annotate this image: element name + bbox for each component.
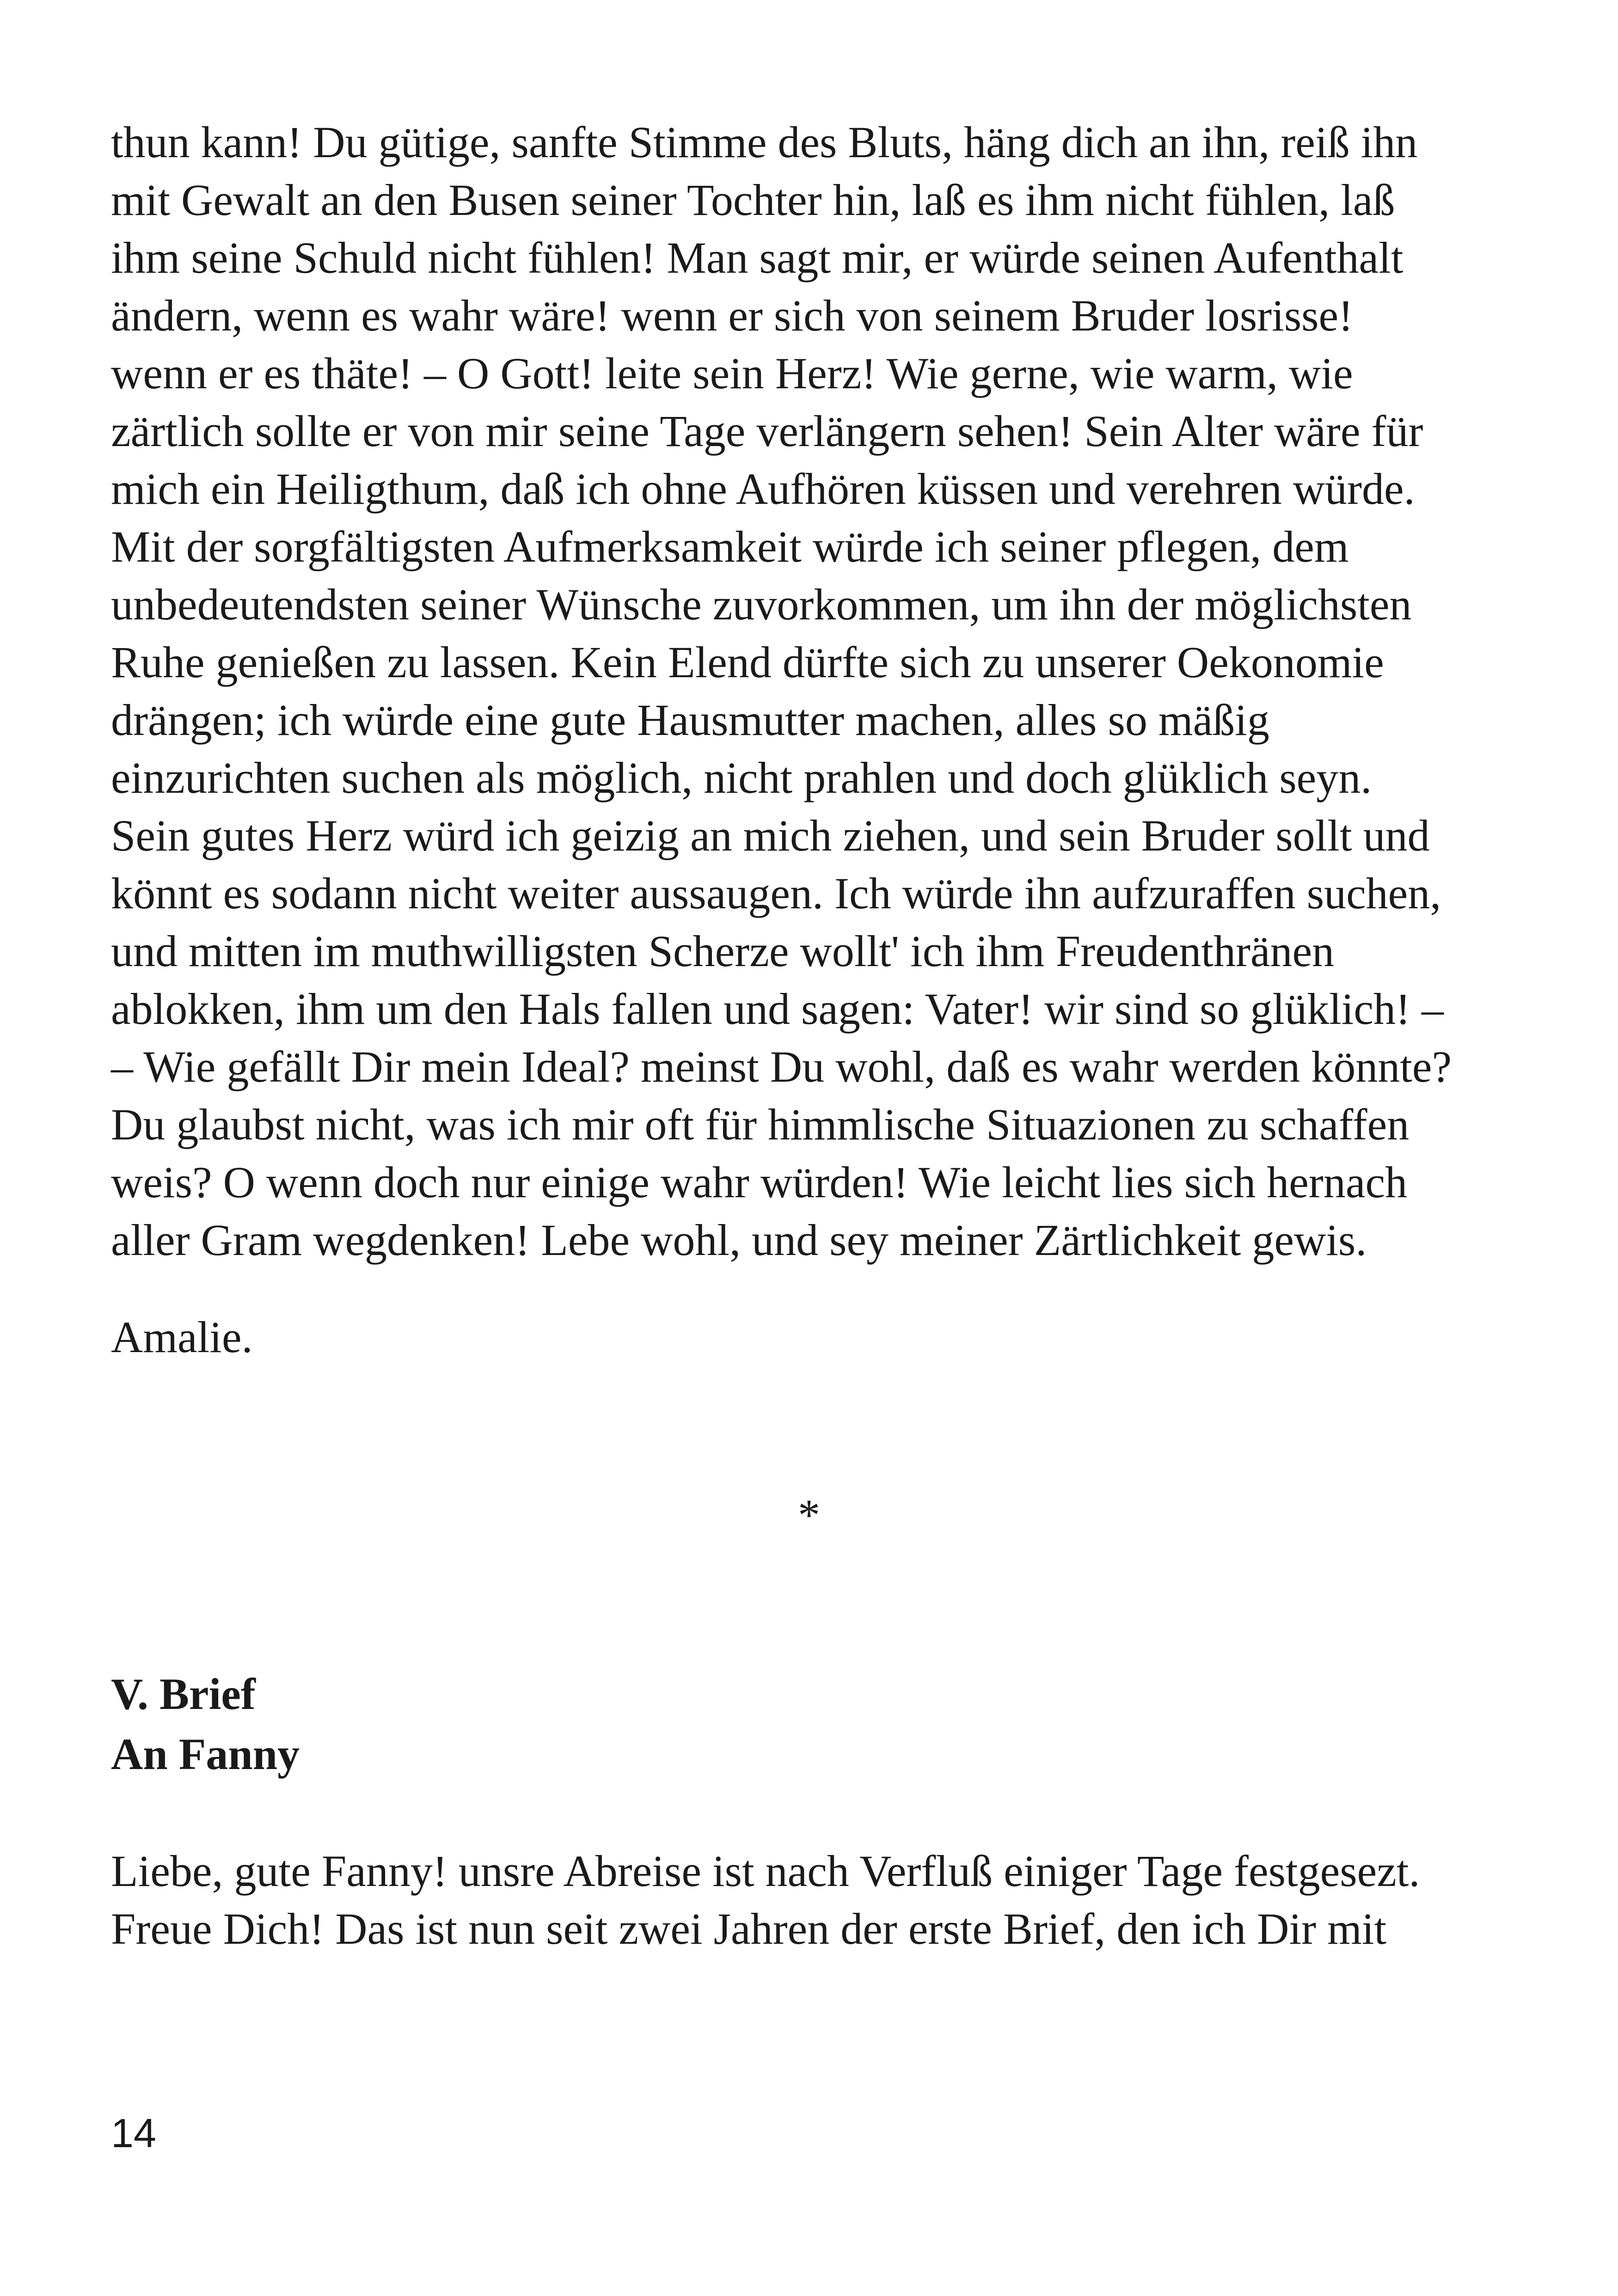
body-line: mit Gewalt an den Busen seiner Tochter hin, laß es ihm nicht fühlen, laß bbox=[111, 175, 1395, 225]
body-line: Sein gutes Herz würd ich geizig an mich ziehen, und sein Bruder sollt und bbox=[111, 811, 1430, 860]
body-line: ihm seine Schuld nicht fühlen! Man sagt mir, er würde seinen Aufenthalt bbox=[111, 233, 1403, 282]
section-separator-asterisk: * bbox=[798, 1490, 820, 1540]
body-line: Mit der sorgfältigsten Aufmerksamkeit würde ich seiner pflegen, dem bbox=[111, 522, 1349, 571]
letter-addressee: An Fanny bbox=[111, 1729, 300, 1779]
letter-number-title: V. Brief bbox=[111, 1669, 256, 1719]
body-line: wenn er es thäte! – O Gott! leite sein Herz! Wie gerne, wie warm, wie bbox=[111, 349, 1353, 398]
body-line: zärtlich sollte er von mir seine Tage verlängern sehen! Sein Alter wäre für bbox=[111, 406, 1423, 456]
body-line: Freue Dich! Das ist nun seit zwei Jahren der erste Brief, den ich Dir mit bbox=[111, 1904, 1387, 1953]
body-line: Ruhe genießen zu lassen. Kein Elend dürfte sich zu unserer Oekonomie bbox=[111, 637, 1384, 687]
body-line: ablokken, ihm um den Hals fallen und sagen: Vater! wir sind so glüklich! – bbox=[111, 984, 1444, 1034]
body-line: könnt es sodann nicht weiter aussaugen. Ich würde ihn aufzuraffen suchen, bbox=[111, 869, 1441, 918]
body-line: unbedeutendsten seiner Wünsche zuvorkommen, um ihn der möglichsten bbox=[111, 580, 1412, 629]
body-line: aller Gram wegdenken! Lebe wohl, und sey meiner Zärtlichkeit gewis. bbox=[111, 1215, 1367, 1265]
letter-body bbox=[111, 113, 1544, 1269]
letter-signature: Amalie. bbox=[111, 1312, 253, 1362]
body-line: Du glaubst nicht, was ich mir oft für himmlische Situazionen zu schaffen bbox=[111, 1100, 1410, 1149]
body-line: weis? O wenn doch nur einige wahr würden! Wie leicht lies sich hernach bbox=[111, 1157, 1408, 1207]
page-number: 14 bbox=[111, 2110, 156, 2156]
letter-heading bbox=[111, 1664, 300, 1784]
body-line: einzurichten suchen als möglich, nicht prahlen und doch glüklich seyn. bbox=[111, 753, 1372, 802]
next-letter-body bbox=[111, 1842, 1544, 1958]
body-line: Liebe, gute Fanny! unsre Abreise ist nach Verfluß einiger Tage festgesezt. bbox=[111, 1846, 1420, 1896]
body-line: drängen; ich würde eine gute Hausmutter machen, alles so mäßig bbox=[111, 695, 1269, 745]
body-line: ändern, wenn es wahr wäre! wenn er sich von seinem Bruder losrisse! bbox=[111, 291, 1354, 340]
body-line: thun kann! Du gütige, sanfte Stimme des Bluts, häng dich an ihn, reiß ihn bbox=[111, 117, 1418, 167]
body-line: mich ein Heiligthum, daß ich ohne Aufhören küssen und verehren würde. bbox=[111, 464, 1415, 514]
body-line: – Wie gefällt Dir mein Ideal? meinst Du wohl, daß es wahr werden könnte? bbox=[111, 1042, 1452, 1091]
body-line: und mitten im muthwilligsten Scherze wollt' ich ihm Freudenthränen bbox=[111, 926, 1335, 976]
